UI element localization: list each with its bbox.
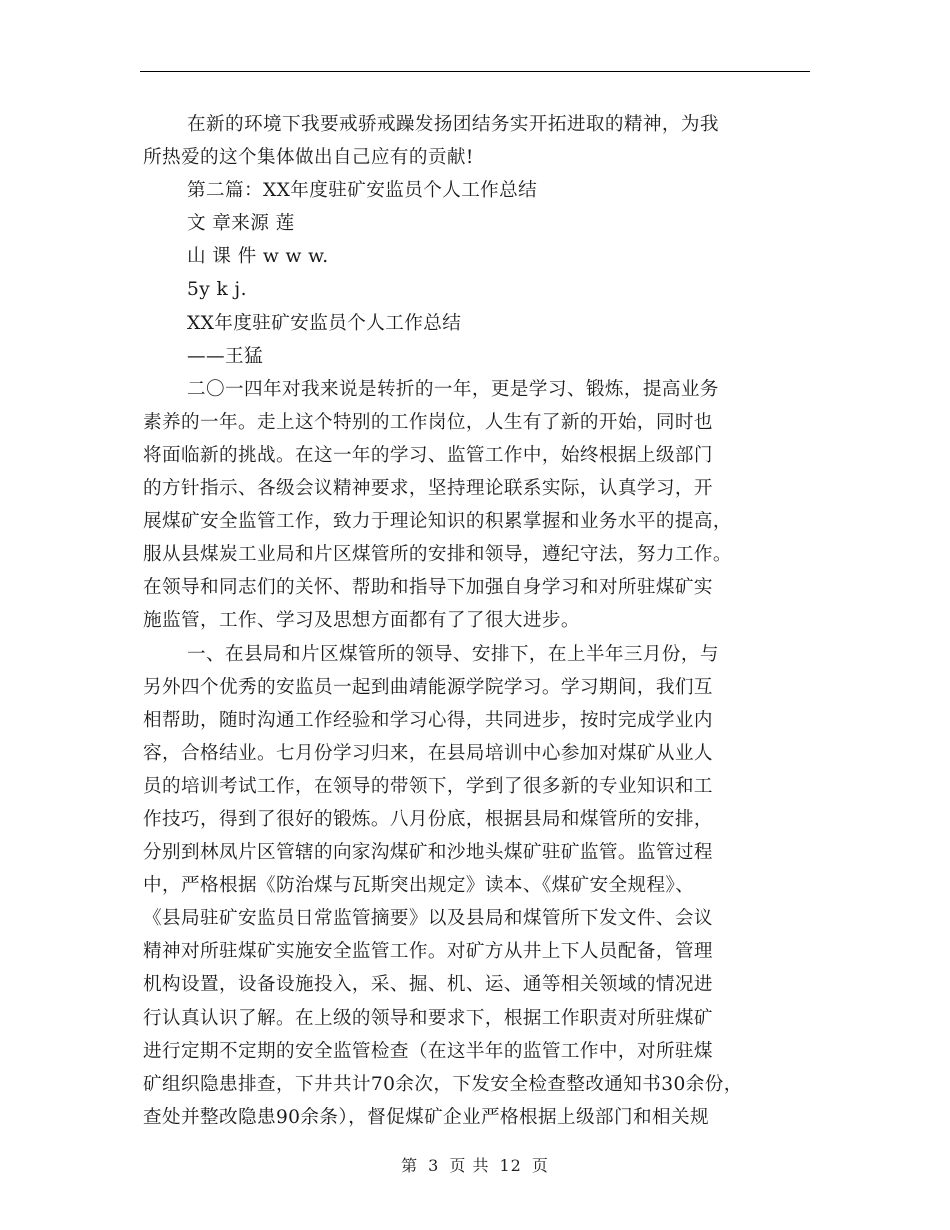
- document-line: 分别到林凤片区管辖的向家沟煤矿和沙地头煤矿驻矿监管。监管过程: [143, 842, 713, 864]
- document-line: 在领导和同志们的关怀、帮助和指导下加强自身学习和对所驻煤矿实: [143, 577, 713, 599]
- document-line: 另外四个优秀的安监员一起到曲靖能源学院学习。学习期间，我们互: [143, 676, 713, 698]
- document-line: ——王猛: [187, 345, 263, 367]
- footer-prefix: 第: [401, 1156, 419, 1175]
- total-pages-number: 12: [499, 1156, 522, 1175]
- document-line: 机构设置，设备设施投入，采、掘、机、运、通等相关领域的情况进: [143, 974, 713, 996]
- document-line: XX年度驻矿安监员个人工作总结: [187, 312, 462, 334]
- document-line: 服从县煤炭工业局和片区煤管所的安排和领导，遵纪守法，努力工作。: [143, 544, 732, 566]
- document-line: 容，合格结业。七月份学习归来，在县局培训中心参加对煤矿从业人: [143, 742, 713, 764]
- document-line: 的方针指示、各级会议精神要求，坚持理论联系实际，认真学习，开: [143, 478, 713, 500]
- document-line: 精神对所驻煤矿实施安全监管工作。对矿方从井上下人员配备，管理: [143, 941, 713, 963]
- document-line: 所热爱的这个集体做出自己应有的贡献!: [143, 147, 474, 169]
- document-line: 查处并整改隐患90余条），督促煤矿企业严格根据上级部门和相关规: [143, 1106, 709, 1128]
- document-line: 山 课 件 w w w.: [187, 246, 329, 268]
- document-line: 相帮助，随时沟通工作经验和学习心得，共同进步，按时完成学业内: [143, 709, 713, 731]
- document-line: 进行定期不定期的安全监管检查（在这半年的监管工作中，对所驻煤: [143, 1040, 713, 1062]
- document-body: [143, 108, 833, 1134]
- page-footer: [0, 1153, 950, 1176]
- document-line: 矿组织隐患排查，下井共计70余次，下发安全检查整改通知书30余份，: [143, 1073, 743, 1095]
- document-line: 中，严格根据《防治煤与瓦斯突出规定》读本、《煤矿安全规程》、: [143, 875, 695, 897]
- document-line: 素养的一年。走上这个特别的工作岗位，人生有了新的开始，同时也: [143, 411, 713, 433]
- header-rule: [140, 71, 810, 72]
- document-line: 将面临新的挑战。在这一年的学习、监管工作中，始终根据上级部门: [143, 444, 713, 466]
- footer-suffix: 页: [531, 1156, 549, 1175]
- document-line: 二〇一四年对我来说是转折的一年，更是学习、锻炼，提高业务: [187, 378, 719, 400]
- current-page-number: 3: [428, 1156, 440, 1175]
- document-line: 员的培训考试工作，在领导的带领下，学到了很多新的专业知识和工: [143, 775, 713, 797]
- footer-middle: 页 共: [449, 1156, 490, 1175]
- document-line: 在新的环境下我要戒骄戒躁发扬团结务实开拓进取的精神，为我: [187, 114, 719, 135]
- document-line: 作技巧，得到了很好的锻炼。八月份底，根据县局和煤管所的安排，: [143, 808, 713, 830]
- document-line: 施监管，工作、学习及思想方面都有了了很大进步。: [143, 610, 580, 632]
- document-line: 文 章来源 莲: [187, 213, 295, 235]
- document-line: 行认真认识了解。在上级的领导和要求下，根据工作职责对所驻煤矿: [143, 1007, 713, 1029]
- document-line: 展煤矿安全监管工作，致力于理论知识的积累掌握和业务水平的提高，: [143, 511, 732, 533]
- document-line: 第二篇：XX年度驻矿安监员个人工作总结: [187, 180, 538, 202]
- document-line: 一、在县局和片区煤管所的领导、安排下，在上半年三月份，与: [187, 643, 719, 665]
- document-line: 5y k j.: [187, 279, 247, 301]
- document-line: 《县局驻矿安监员日常监管摘要》以及县局和煤管所下发文件、会议: [143, 908, 713, 930]
